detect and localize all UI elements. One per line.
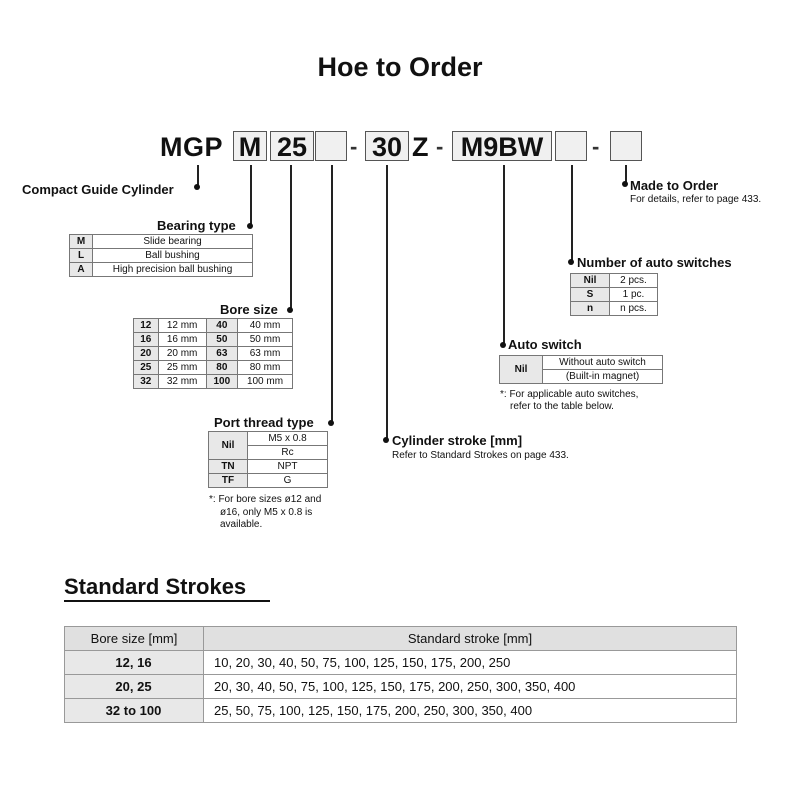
table-cell: M5 x 0.8	[248, 432, 328, 446]
table-cell: 32 mm	[158, 375, 206, 389]
table-cell: 2 pcs.	[610, 274, 658, 288]
leader-line	[250, 165, 252, 227]
table-cell: Ball bushing	[93, 249, 253, 263]
auto-switch-note: refer to the table below.	[510, 401, 614, 412]
code-dash: -	[350, 134, 358, 159]
table-cell: 12 mm	[158, 319, 206, 333]
port-thread-note: ø16, only M5 x 0.8 is	[220, 507, 313, 518]
table-cell: 16 mm	[158, 333, 206, 347]
code-switch-box: M9BW	[452, 131, 552, 161]
table-cell: 80 mm	[238, 361, 293, 375]
table-header-row: Bore size [mm] Standard stroke [mm]	[65, 627, 737, 651]
code-stroke-box: 30	[365, 131, 409, 161]
bore-size-table	[133, 318, 293, 389]
table-cell: A	[70, 263, 93, 277]
table-cell: 25, 50, 75, 100, 125, 150, 175, 200, 250, 300, 350, 400	[204, 699, 737, 723]
table-row	[70, 235, 253, 249]
leader-dot	[622, 181, 628, 187]
table-row	[65, 699, 737, 723]
port-thread-note: *: For bore sizes ø12 and	[209, 494, 322, 505]
code-port-box	[315, 131, 347, 161]
table-row	[65, 675, 737, 699]
auto-switch-note: *: For applicable auto switches,	[500, 389, 639, 400]
table-cell: 12	[134, 319, 159, 333]
table-cell: NPT	[248, 460, 328, 474]
table-cell: 16	[134, 333, 159, 347]
leader-dot	[500, 342, 506, 348]
table-cell: (Built-in magnet)	[543, 370, 663, 384]
leader-dot	[568, 259, 574, 265]
standard-strokes-table	[64, 626, 737, 723]
leader-dot	[383, 437, 389, 443]
table-cell: 40	[206, 319, 237, 333]
table-cell: 32 to 100	[65, 699, 204, 723]
leader-line	[290, 165, 292, 311]
table-row	[209, 460, 328, 474]
code-bore-box: 25	[270, 131, 314, 161]
leader-dot	[194, 184, 200, 190]
made-to-order-label: Made to Order	[630, 178, 719, 193]
table-cell: n pcs.	[610, 302, 658, 316]
auto-switch-label: Auto switch	[508, 337, 582, 352]
code-prefix: MGP	[160, 132, 224, 162]
table-row	[65, 651, 737, 675]
auto-switch-table	[499, 355, 663, 384]
leader-line	[571, 165, 573, 263]
table-cell: Slide bearing	[93, 235, 253, 249]
code-dash: -	[436, 134, 444, 159]
num-switches-table	[570, 273, 658, 316]
table-cell: 63 mm	[238, 347, 293, 361]
bore-size-label: Bore size	[220, 302, 278, 317]
code-dash: -	[592, 134, 600, 159]
table-row	[134, 375, 293, 389]
made-to-order-note: For details, refer to page 433.	[630, 194, 762, 205]
table-cell: M	[70, 235, 93, 249]
table-cell: 80	[206, 361, 237, 375]
leader-dot	[328, 420, 334, 426]
code-mto-box	[610, 131, 642, 161]
code-z: Z	[412, 132, 429, 162]
table-cell: Nil	[571, 274, 610, 288]
leader-dot	[287, 307, 293, 313]
table-cell: 40 mm	[238, 319, 293, 333]
cylinder-stroke-label: Cylinder stroke [mm]	[392, 433, 523, 448]
table-cell: 100 mm	[238, 375, 293, 389]
standard-strokes-title: Standard Strokes	[64, 574, 247, 599]
bearing-type-label: Bearing type	[157, 218, 236, 233]
bearing-type-table	[69, 234, 253, 277]
table-cell: 20	[134, 347, 159, 361]
leader-dot	[247, 223, 253, 229]
title-underline	[64, 600, 270, 602]
table-row	[571, 302, 658, 316]
table-cell: 50	[206, 333, 237, 347]
table-cell: G	[248, 474, 328, 488]
table-row	[70, 249, 253, 263]
num-switches-label: Number of auto switches	[577, 255, 732, 270]
table-row	[134, 333, 293, 347]
table-cell: 100	[206, 375, 237, 389]
table-cell: Nil	[209, 432, 248, 460]
table-cell: n	[571, 302, 610, 316]
table-cell: Without auto switch	[543, 356, 663, 370]
table-row	[209, 474, 328, 488]
table-row	[500, 356, 663, 370]
table-row	[209, 432, 328, 446]
table-cell: 12, 16	[65, 651, 204, 675]
cylinder-stroke-note: Refer to Standard Strokes on page 433.	[392, 450, 569, 461]
table-cell: 1 pc.	[610, 288, 658, 302]
table-row	[571, 288, 658, 302]
leader-line	[331, 165, 333, 424]
table-row	[134, 319, 293, 333]
table-cell: Rc	[248, 446, 328, 460]
table-cell: Nil	[500, 356, 543, 384]
table-cell: 50 mm	[238, 333, 293, 347]
table-cell: 25 mm	[158, 361, 206, 375]
leader-line	[386, 165, 388, 441]
table-cell: TF	[209, 474, 248, 488]
table-cell: TN	[209, 460, 248, 474]
table-row	[134, 361, 293, 375]
code-count-box	[555, 131, 587, 161]
code-bearing-box: M	[233, 131, 267, 161]
table-cell: 32	[134, 375, 159, 389]
table-row	[571, 274, 658, 288]
page-title: Hoe to Order	[317, 52, 483, 82]
table-cell: High precision ball bushing	[93, 263, 253, 277]
table-cell: 63	[206, 347, 237, 361]
table-row	[70, 263, 253, 277]
table-cell: 20, 30, 40, 50, 75, 100, 125, 150, 175, 200, 250, 300, 350, 400	[204, 675, 737, 699]
table-row	[134, 347, 293, 361]
table-cell: S	[571, 288, 610, 302]
port-thread-note: available.	[220, 519, 263, 530]
port-thread-table	[208, 431, 328, 488]
table-cell: 20 mm	[158, 347, 206, 361]
table-cell: 20, 25	[65, 675, 204, 699]
leader-line	[503, 165, 505, 346]
table-cell: 10, 20, 30, 40, 50, 75, 100, 125, 150, 175, 200, 250	[204, 651, 737, 675]
port-thread-label: Port thread type	[214, 415, 314, 430]
table-cell: L	[70, 249, 93, 263]
compact-guide-label: Compact Guide Cylinder	[22, 182, 174, 197]
table-cell: 25	[134, 361, 159, 375]
